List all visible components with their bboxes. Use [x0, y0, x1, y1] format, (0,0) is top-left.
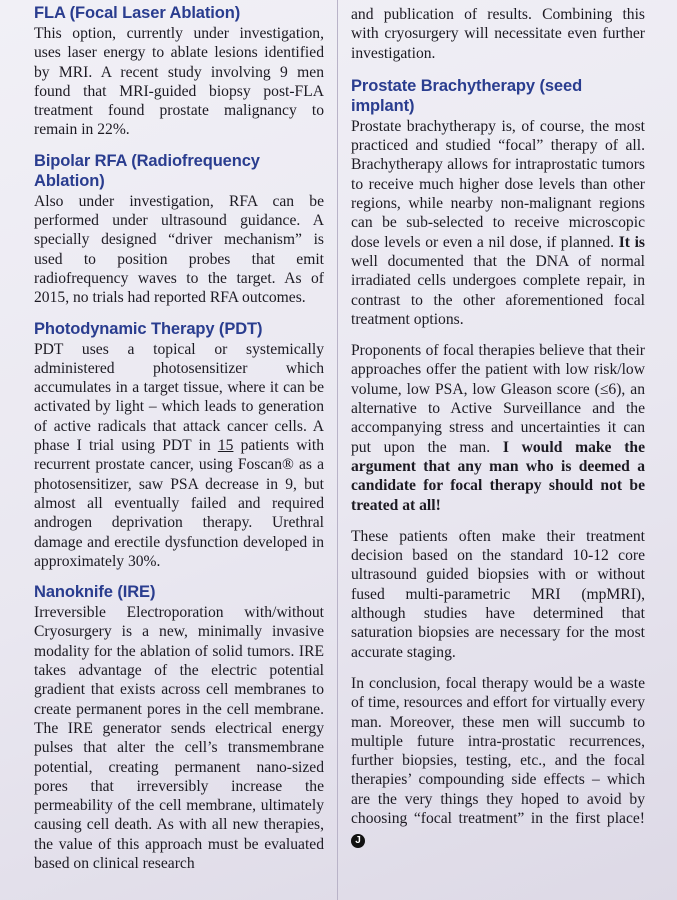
paragraph-fla: This option, currently under investigation, uses laser energy to ablate lesions identified by MRI. A recent study involving 9 men found that MRI-guided biopsy post-FLA treatment found prostate malignancy to remain in 22%.: [34, 25, 324, 139]
brachy-text-b: well documented that the DNA of normal irradiated cells undergoes complete repair, in contrast to the other aforementioned focal treatment options.: [351, 252, 645, 328]
left-column: [34, 0, 324, 884]
paragraph-ire-continuation: and publication of results. Combining this with cryosurgery will necessitate even further investigation.: [351, 6, 645, 62]
section-patients: [351, 527, 645, 662]
paragraph-proponents: [351, 341, 645, 515]
section-ire: [34, 582, 324, 873]
column-divider: [337, 0, 338, 900]
section-brachytherapy: [351, 76, 645, 329]
paragraph-patients: These patients often make their treatment decision based on the standard 10-12 core ultrasound guided biopsies with or without fused multi-parametric MRI (mpMRI), although studies have determined that saturation biopsies are necessary for the most accurate staging.: [351, 527, 645, 661]
paragraph-pdt: [34, 340, 324, 572]
heading-pdt: Photodynamic Therapy (PDT): [34, 319, 263, 338]
section-pdt: [34, 319, 324, 572]
brachy-text-a: Prostate brachytherapy is, of course, the most practiced and studied “focal” therapy of all. Brachytherapy allows for intraprostatic tumors to receive much higher dose levels than other regions, while nearby non-malignant regions can be sub-selected to receive microscopic dose levels or even a nil dose, if planned.: [351, 117, 645, 251]
section-proponents: [351, 341, 645, 515]
heading-rfa: Bipolar RFA (Radiofrequency Ablation): [34, 151, 260, 190]
section-rfa: [34, 151, 324, 308]
paragraph-rfa: Also under investigation, RFA can be performed under ultrasound guidance. A specially designed “driver mechanism” is used to position probes that emit radiofrequency waves to the target. As of 2015, no trials had reported RFA outcomes.: [34, 192, 324, 307]
brachy-bold-text: It is: [618, 233, 645, 251]
pdt-patient-count: 15: [217, 437, 234, 455]
heading-fla: FLA (Focal Laser Ablation): [34, 4, 241, 22]
section-fla: [34, 3, 324, 140]
heading-brachytherapy: Prostate Brachytherapy (seed implant): [351, 76, 583, 115]
conclusion-text: In conclusion, focal therapy would be a waste of time, resources and effort for virtually every man. Moreover, these men will succumb to multiple future intra-prostatic recurrences, further biopsies, testing, etc., and the focal therapies’ compounding side effects – which are the very things they hoped to avoid by choosing “focal treatment” in the first place!: [351, 674, 645, 827]
heading-ire: Nanoknife (IRE): [34, 583, 156, 602]
section-conclusion: [351, 674, 645, 848]
pdt-text-a: PDT uses a topical or systemically administered photosensitizer which accumulates in a target tissue, where it can be activated by light – which leads to generation of active radicals that attack cancer cells. A phase I trial using PDT in: [34, 340, 324, 455]
proponents-bold-text: I would make the argument that any man who is deemed a candidate for focal therapy should not be treated at all!: [351, 438, 645, 514]
paragraph-brachytherapy: [351, 117, 645, 329]
pdt-text-b: patients with recurrent prostate cancer, using Foscan® as a photosensitizer, saw PSA decrease in 9, but almost all eventually failed and required androgen deprivation therapy. Urethral damage and erectile dysfunction developed in approximately 30%.: [34, 437, 324, 570]
end-of-article-icon: J: [351, 834, 365, 848]
right-column: [351, 0, 645, 860]
proponents-text: Proponents of focal therapies believe that their approaches offer the patient with low risk/low volume, low PSA, low Gleason score (≤6), an alternative to Active Surveillance and the accompanying stress and uncertainties it can put upon the man.: [351, 342, 645, 456]
paragraph-conclusion: [351, 674, 645, 848]
paragraph-ire: Irreversible Electroporation with/without Cryosurgery is a new, minimally invasive modality for the ablation of solid tumors. IRE takes advantage of the electric potential gradient that exists across cell membranes to create permanent pores in the cell membrane. The IRE generator sends electrical energy pulses that alter the cell’s transmembrane potential, creating permanent nano-sized pores that irreversibly increase the permeability of the cell membrane, ultimately causing cell death. As with all new therapies, the value of this approach must be evaluated based on clinical research: [34, 604, 324, 872]
